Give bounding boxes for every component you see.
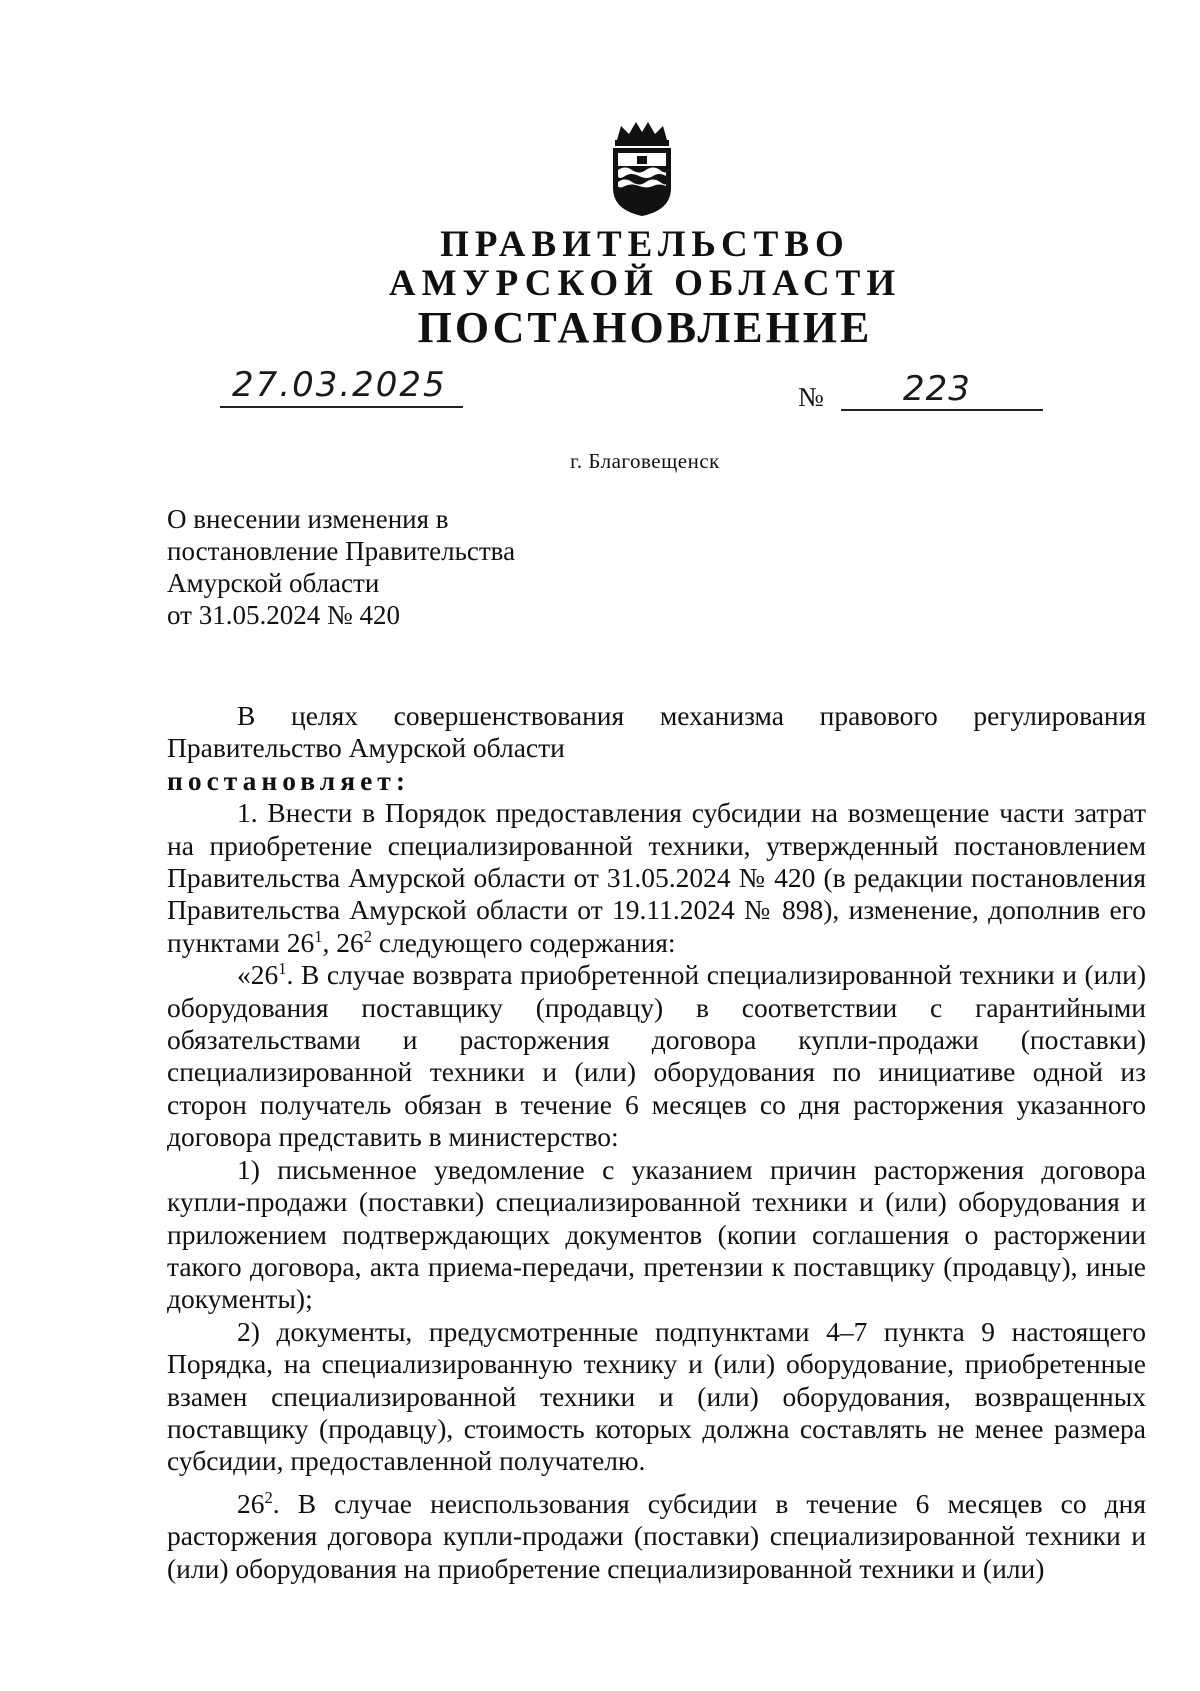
city-name: г. Благовещенск xyxy=(570,449,720,473)
handwritten-date: 27.03.2025 xyxy=(232,365,447,405)
document-type-title: ПОСТАНОВЛЕНИЕ xyxy=(417,303,873,352)
number-label: № xyxy=(798,382,824,412)
subject-line: О внесении изменения в xyxy=(167,504,449,534)
item-26-1-paragraph: «$26^1$. В случае возврата приобретенной специализированной техники и (или) оборудования поставщику (продавцу) в соответствии с гарантийными обязательствами и расторжения договора купли-продажи (поставки) специализированной техники и (или) оборудования по инициативе одной из сторон получатель обязан в течение 6 месяцев со дня расторжения указанного договора представить в министерство: xyxy=(167,959,1146,1153)
subitem-1-paragraph: 1) письменное уведомление с указанием причин расторжения договора купли-продажи (поставки) специализированной техники и (или) оборудования и приложением подтверждающих документов (копии соглашения о расторжении такого договора, акта приема-передачи, претензии к поставщику (продавцу), иные документы); xyxy=(167,1153,1146,1315)
date-underline xyxy=(220,406,463,408)
subject-block xyxy=(167,503,515,631)
subject-line: Амурской области xyxy=(167,568,380,598)
preamble-paragraph: В целях совершенствования механизма правового регулирования Правительство Амурской области xyxy=(167,700,1146,764)
number-underline xyxy=(841,409,1043,411)
document-body xyxy=(167,700,1146,1585)
subject-line: от 31.05.2024 № 420 xyxy=(167,600,400,630)
org-name-line2: АМУРСКОЙ ОБЛАСТИ xyxy=(388,263,902,304)
coat-of-arms-emblem-icon xyxy=(603,118,681,218)
org-name-line1: ПРАВИТЕЛЬСТВО xyxy=(440,224,850,265)
subject-line: постановление Правительства xyxy=(167,536,516,566)
item-1-paragraph: 1. Внести в Порядок предоставления субсидии на возмещение части затрат на приобретение специализированной техники, утвержденный постановлением Правительства Амурской области от 31.05.2024 № 420 (в редакции постановления Правительства Амурской области от 19.11.2024 № 898), изменение, дополнив его пунктами $26^1$, $26^2$ следующего содержания: xyxy=(167,797,1146,958)
item-26-2-paragraph: $26^2$. В случае неиспользования субсидии в течение 6 месяцев со дня расторжения договора купли-продажи (поставки) специализированной техники и (или) оборудования на приобретение специализированной техники и (или) xyxy=(167,1487,1146,1584)
resolves-heading: постановляет: xyxy=(167,764,410,796)
subitem-2-paragraph: 2) документы, предусмотренные подпунктами 4–7 пункта 9 настоящего Порядка, на специализированную технику и (или) оборудование, приобретенные взамен специализированной техники и (или) оборудования, возвращенных поставщику (продавцу), стоимость которых должна составлять не менее размера субсидии, предоставленной получателю. xyxy=(167,1315,1146,1477)
handwritten-number: 223 xyxy=(903,369,971,409)
